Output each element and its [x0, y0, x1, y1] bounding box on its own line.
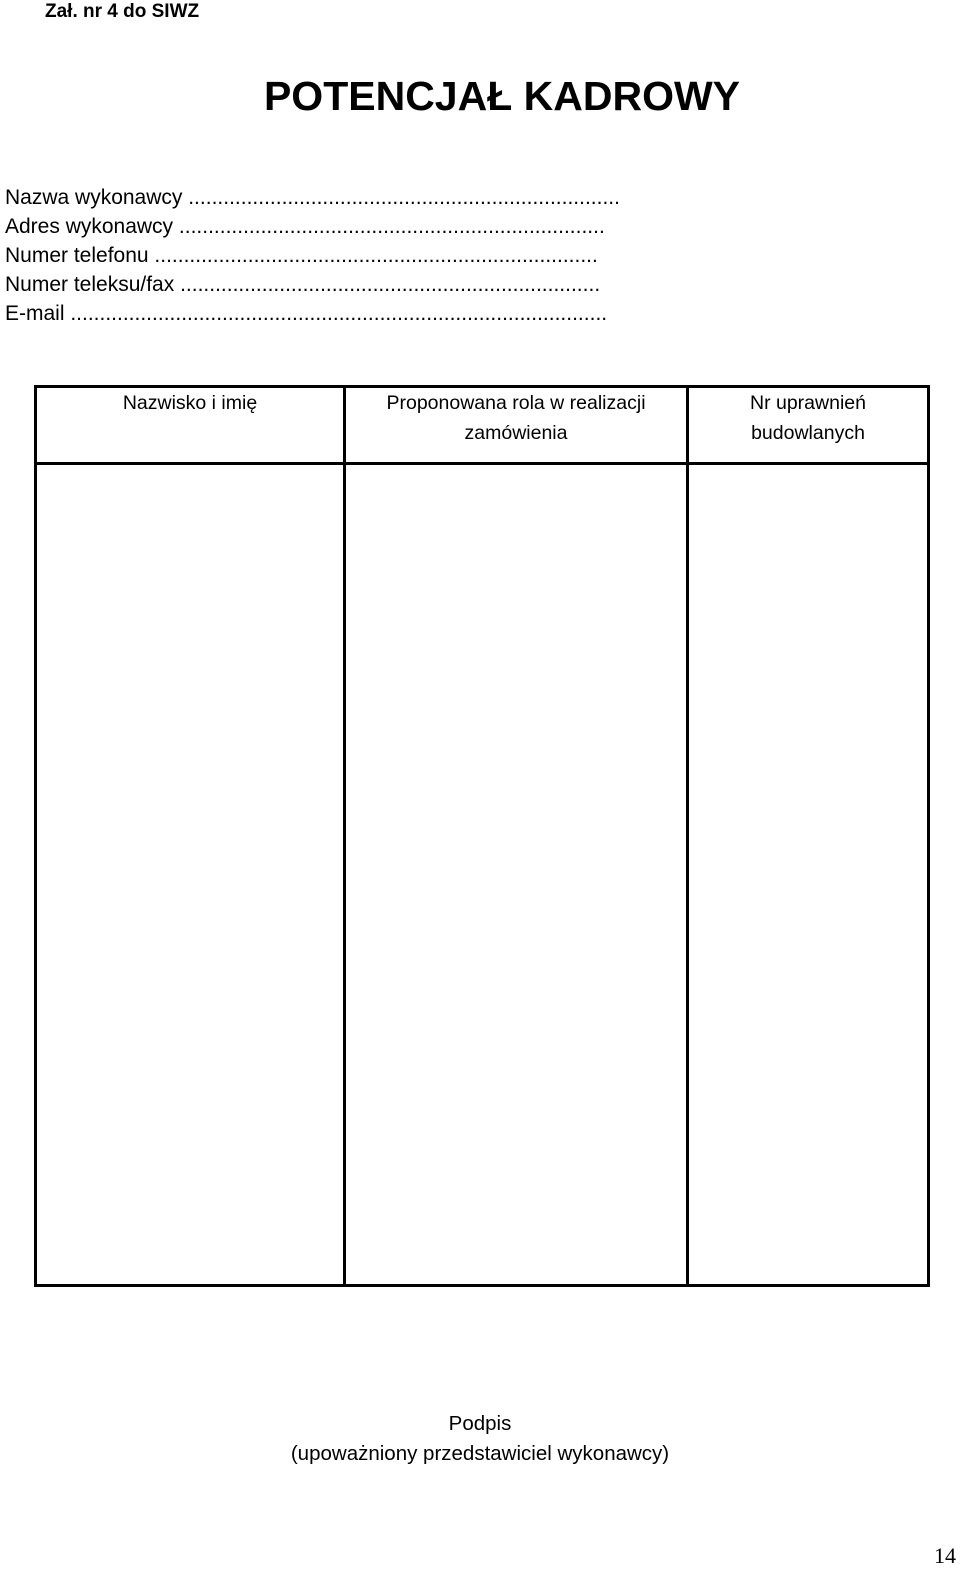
page-number: 14	[934, 1543, 956, 1568]
signature-sublabel: (upoważniony przedstawiciel wykonawcy)	[290, 1442, 670, 1465]
column-header-role: Proponowana rola w realizacji zamówienia	[345, 387, 688, 464]
column-header-license: Nr uprawnień budowlanych	[688, 387, 929, 464]
name-cell[interactable]	[36, 464, 345, 1286]
signature-label: Podpis	[448, 1412, 512, 1435]
phone-number-field: Numer telefonu ............................................................................	[5, 244, 598, 267]
column-header-name: Nazwisko i imię	[36, 387, 345, 464]
table-header-row	[36, 387, 929, 464]
telex-fax-field: Numer teleksu/fax ........................................................................	[5, 273, 601, 296]
page-title: POTENCJAŁ KADROWY	[263, 73, 741, 119]
table-row	[36, 464, 929, 1286]
email-field: E-mail ............................................................................................	[5, 302, 608, 325]
contractor-fields	[5, 183, 620, 328]
attachment-label: Zał. nr 4 do SIWZ	[45, 1, 200, 22]
contractor-address-field: Adres wykonawcy .........................................................................	[5, 215, 605, 238]
role-cell[interactable]	[345, 464, 688, 1286]
staff-table	[34, 385, 930, 1287]
license-cell[interactable]	[688, 464, 929, 1286]
contractor-name-field: Nazwa wykonawcy ..........................................................................	[5, 186, 620, 209]
signature-block	[0, 1409, 960, 1469]
